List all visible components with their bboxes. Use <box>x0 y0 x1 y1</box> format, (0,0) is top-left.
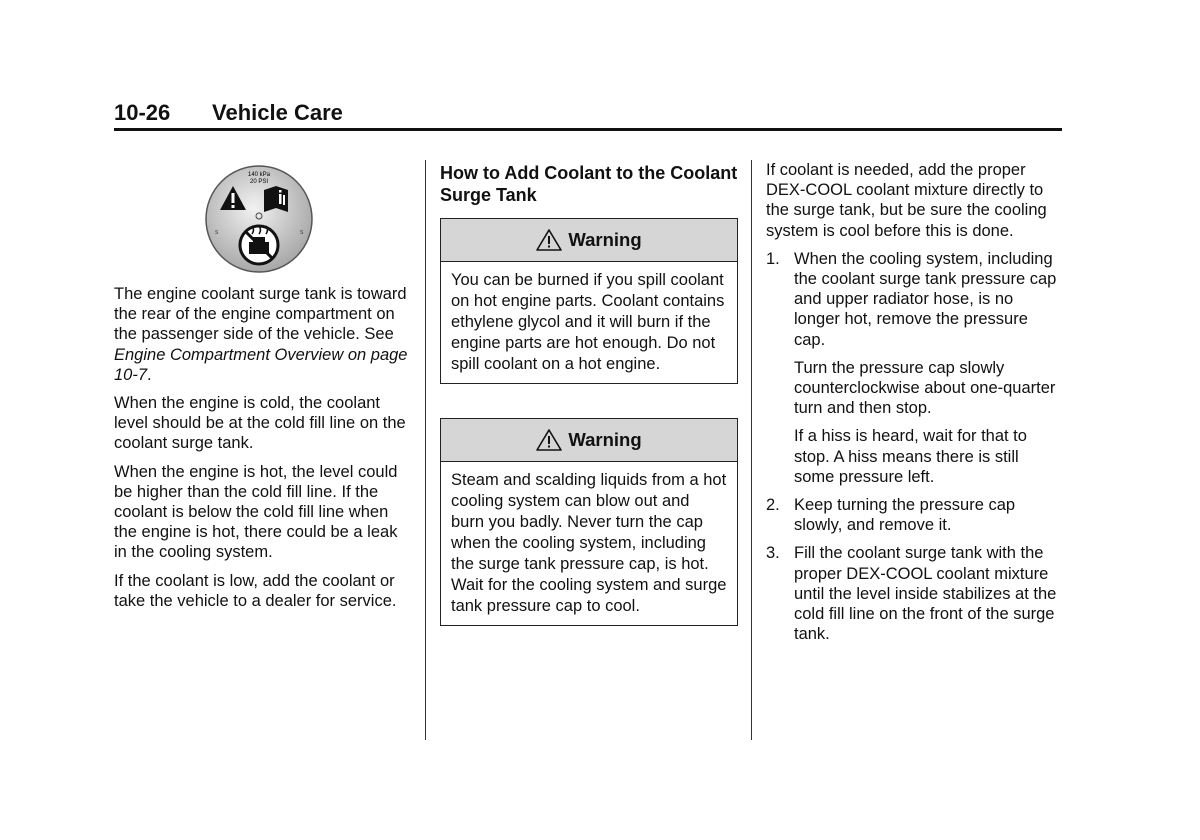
column-2 <box>440 160 738 660</box>
step-subparagraph: If a hiss is heard, wait for that to stop. A hiss means there is still some pressure left. <box>794 427 1027 486</box>
warning-body: You can be burned if you spill coolant on hot engine parts. Coolant contains ethylene glycol and it will burn if the engine parts are hot enough. Do not spill coolant on a hot engine. <box>451 271 725 373</box>
step-text: When the cooling system, including the coolant surge tank pressure cap and upper radiator hose, is no longer hot, remove the pressure cap. <box>794 249 1057 349</box>
step-text: Fill the coolant surge tank with the proper DEX-COOL coolant mixture until the level inside stabilizes at the cold fill line on the front of the surge tank. <box>794 544 1057 644</box>
step-subparagraph: Turn the pressure cap slowly counterclockwise about one-quarter turn and then stop. <box>794 358 1056 418</box>
column-1 <box>114 160 414 619</box>
section-title: Vehicle Care <box>212 100 343 125</box>
warning-title: Warning <box>568 428 642 450</box>
header-rule <box>114 128 1062 131</box>
surge-tank-location-paragraph <box>114 284 414 385</box>
column-divider-left <box>425 160 426 740</box>
warning-triangle-icon <box>536 428 562 452</box>
engine-compartment-reference[interactable]: Engine Compartment Overview on page 10-7 <box>114 345 408 384</box>
column-divider-right <box>751 160 752 740</box>
low-coolant-paragraph: If the coolant is low, add the coolant or take the vehicle to a dealer for service. <box>114 571 397 610</box>
section-heading: How to Add Coolant to the Coolant Surge Tank <box>440 163 738 205</box>
warning-header <box>441 219 737 262</box>
step-number: 2. <box>766 496 780 515</box>
column-3 <box>766 160 1062 652</box>
step-text: Keep turning the pressure cap slowly, and remove it. <box>794 496 1016 535</box>
list-item <box>766 495 1062 535</box>
list-item <box>766 543 1062 644</box>
svg-text:S: S <box>300 230 304 236</box>
warning-box-burn <box>440 218 738 384</box>
warning-header <box>441 419 737 462</box>
warning-triangle-icon <box>536 228 562 252</box>
svg-text:S: S <box>215 230 219 236</box>
step-number: 3. <box>766 544 780 563</box>
procedure-steps <box>766 249 1062 645</box>
list-item <box>766 249 1062 487</box>
warning-title: Warning <box>568 228 642 250</box>
hot-level-paragraph: When the engine is hot, the level could be higher than the cold fill line. If the coolant is below the cold fill line when the engine is hot, there could be a leak in the cooling system. <box>114 462 398 562</box>
location-text: The engine coolant surge tank is toward the rear of the engine compartment on the passenger side of the vehicle. See <box>114 285 407 344</box>
location-text-end: . <box>147 365 152 384</box>
add-coolant-intro: If coolant is needed, add the proper DEX-COOL coolant mixture directly to the surge tank, but be sure the cooling system is cool before this is done. <box>766 161 1047 240</box>
decal-kpa: 140 kPa <box>247 172 271 178</box>
cold-level-paragraph: When the engine is cold, the coolant level should be at the cold fill line on the coolant surge tank. <box>114 394 406 453</box>
warning-body: Steam and scalding liquids from a hot cooling system can blow out and burn you badly. Never turn the cap when the cooling system, including the surge tank pressure cap, is hot. Wait for the cooling system and surge tank pressure cap to cool. <box>451 471 727 615</box>
surge-tank-cap-decal <box>204 164 314 274</box>
do-not-open-hot-icon <box>240 226 278 264</box>
warning-box-steam <box>440 418 738 626</box>
page-number: 10-26 <box>114 100 171 125</box>
step-number: 1. <box>766 249 780 268</box>
decal-psi: 20 PSI <box>249 179 269 185</box>
